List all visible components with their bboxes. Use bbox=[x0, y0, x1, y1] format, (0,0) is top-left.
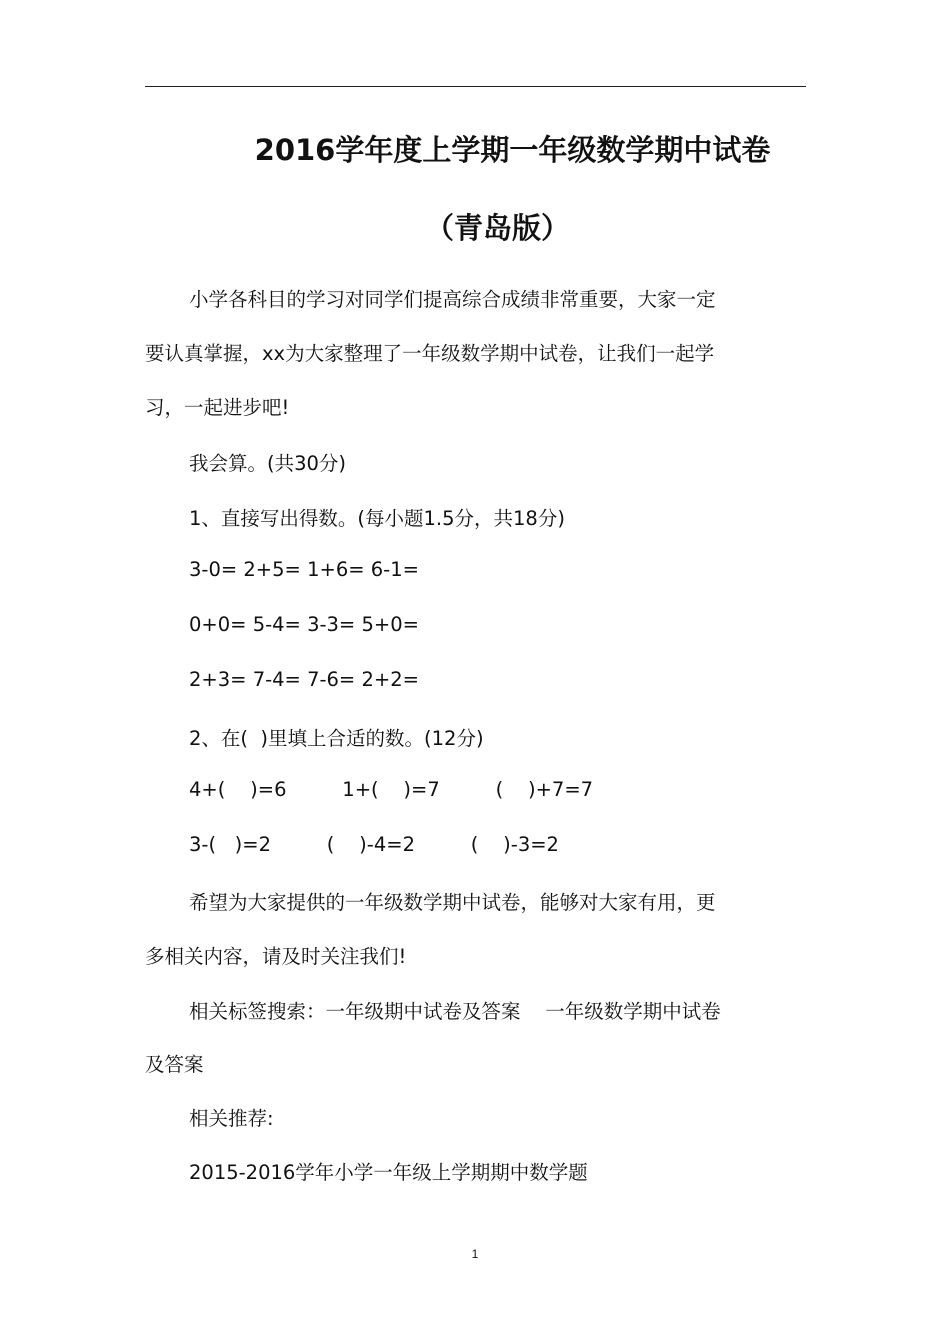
question-1-row: 3-0= 2+5= 1+6= 6-1= bbox=[189, 558, 419, 581]
question-2-row: 3-( )=2 ( )-4=2 ( )-3=2 bbox=[189, 833, 559, 856]
intro-line-3: 习，一起进步吧! bbox=[145, 396, 290, 419]
header-rule bbox=[145, 86, 806, 87]
section-heading: 我会算。(共30分) bbox=[189, 452, 347, 475]
closing-line-2: 多相关内容，请及时关注我们! bbox=[145, 945, 407, 968]
question-1-heading: 1、直接写出得数。(每小题1.5分，共18分) bbox=[189, 507, 565, 530]
closing-line-1: 希望为大家提供的一年级数学期中试卷，能够对大家有用，更 bbox=[189, 891, 716, 914]
tags-line-2: 及答案 bbox=[145, 1053, 204, 1076]
question-2-heading: 2、在( )里填上合适的数。(12分) bbox=[189, 727, 484, 750]
related-heading: 相关推荐: bbox=[189, 1107, 274, 1130]
tags-line-1: 相关标签搜索：一年级期中试卷及答案 一年级数学期中试卷 bbox=[189, 1000, 721, 1023]
document-title: 2016学年度上学期一年级数学期中试卷 bbox=[254, 133, 771, 167]
question-2-row: 4+( )=6 1+( )=7 ( )+7=7 bbox=[189, 778, 594, 801]
document-subtitle: （青岛版） bbox=[424, 211, 570, 245]
intro-line-1: 小学各科目的学习对同学们提高综合成绩非常重要，大家一定 bbox=[189, 288, 716, 311]
question-1-row: 2+3= 7-4= 7-6= 2+2= bbox=[189, 668, 419, 691]
intro-line-2: 要认真掌握，xx为大家整理了一年级数学期中试卷，让我们一起学 bbox=[145, 342, 715, 365]
related-link[interactable]: 2015-2016学年小学一年级上学期期中数学题 bbox=[189, 1161, 588, 1184]
page-number: 1 bbox=[471, 1247, 479, 1261]
question-1-row: 0+0= 5-4= 3-3= 5+0= bbox=[189, 613, 419, 636]
